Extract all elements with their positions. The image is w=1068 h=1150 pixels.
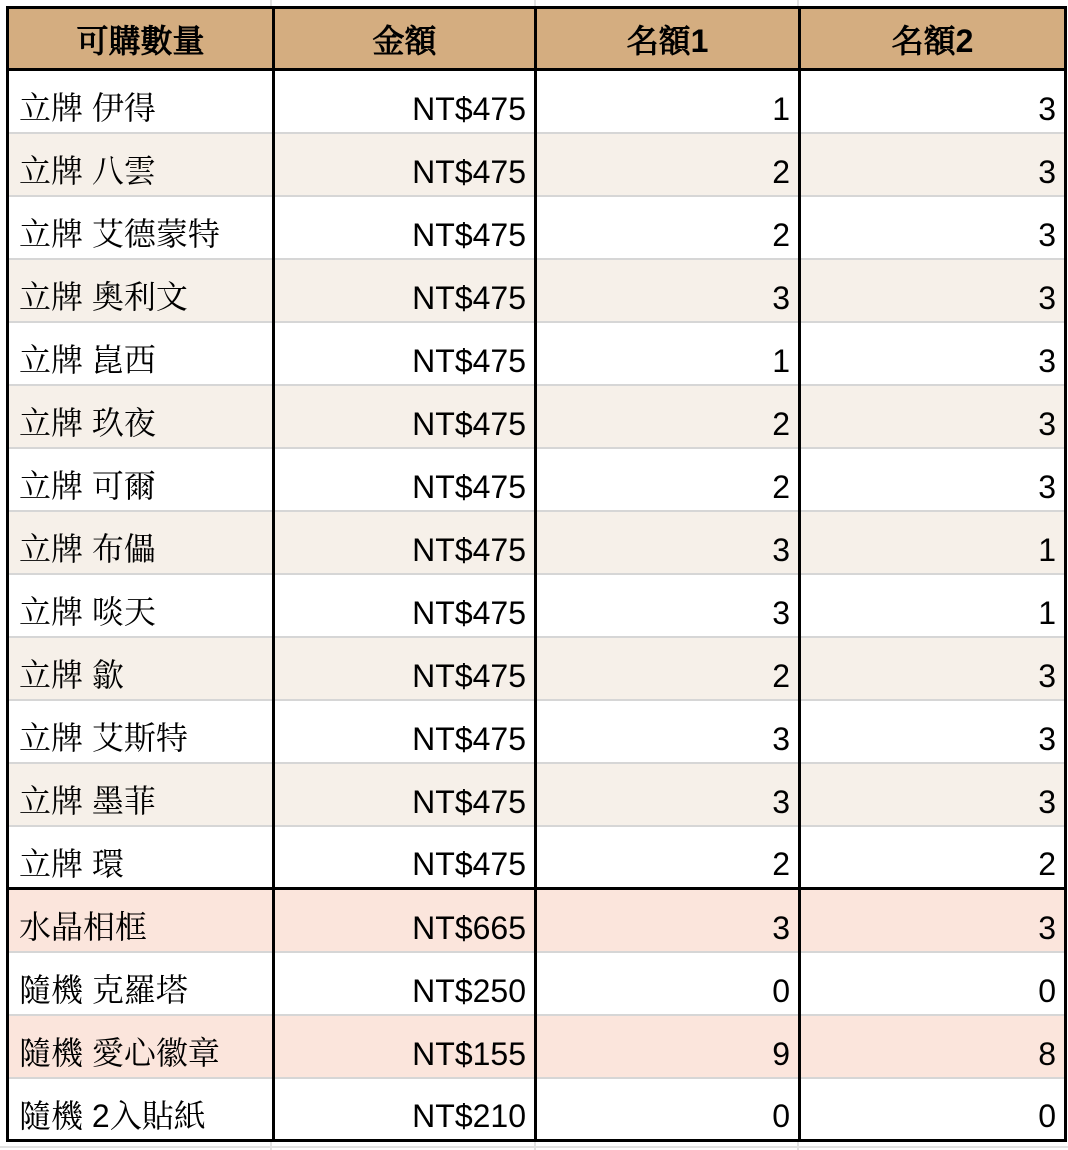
cell-item-name[interactable]: 立牌 啖天: [8, 574, 274, 637]
cell-slot2[interactable]: 2: [800, 826, 1066, 889]
cell-item-name[interactable]: 立牌 歙: [8, 637, 274, 700]
cell-slot1[interactable]: 3: [536, 511, 800, 574]
table-row: [8, 637, 1066, 700]
cell-slot2[interactable]: 0: [800, 952, 1066, 1015]
cell-item-name[interactable]: 隨機 愛心徽章: [8, 1015, 274, 1078]
price-table: [6, 6, 1067, 1142]
cell-amount[interactable]: NT$475: [274, 448, 536, 511]
column-header-slot2[interactable]: 名額2: [800, 8, 1066, 70]
cell-slot2[interactable]: 0: [800, 1078, 1066, 1141]
cell-item-name[interactable]: 立牌 伊得: [8, 70, 274, 133]
cell-slot1[interactable]: 3: [536, 574, 800, 637]
cell-amount[interactable]: NT$475: [274, 700, 536, 763]
cell-slot1[interactable]: 1: [536, 322, 800, 385]
cell-item-name[interactable]: 立牌 布儡: [8, 511, 274, 574]
table-body: [8, 70, 1066, 1141]
cell-amount[interactable]: NT$210: [274, 1078, 536, 1141]
cell-item-name[interactable]: 立牌 艾斯特: [8, 700, 274, 763]
table-row: [8, 1015, 1066, 1078]
background-gridline: [0, 1146, 1068, 1148]
cell-item-name[interactable]: 立牌 環: [8, 826, 274, 889]
table-row: [8, 196, 1066, 259]
cell-amount[interactable]: NT$475: [274, 637, 536, 700]
cell-slot2[interactable]: 1: [800, 574, 1066, 637]
cell-slot1[interactable]: 0: [536, 1078, 800, 1141]
table-row: [8, 133, 1066, 196]
cell-item-name[interactable]: 立牌 艾德蒙特: [8, 196, 274, 259]
cell-slot1[interactable]: 3: [536, 763, 800, 826]
cell-slot1[interactable]: 3: [536, 700, 800, 763]
cell-amount[interactable]: NT$475: [274, 259, 536, 322]
table-header: [8, 8, 1066, 70]
cell-item-name[interactable]: 立牌 崑西: [8, 322, 274, 385]
cell-amount[interactable]: NT$475: [274, 196, 536, 259]
cell-slot2[interactable]: 8: [800, 1015, 1066, 1078]
cell-slot1[interactable]: 2: [536, 196, 800, 259]
cell-amount[interactable]: NT$475: [274, 385, 536, 448]
cell-slot2[interactable]: 3: [800, 196, 1066, 259]
table-row: [8, 574, 1066, 637]
cell-slot1[interactable]: 2: [536, 133, 800, 196]
cell-slot2[interactable]: 3: [800, 385, 1066, 448]
table-row: [8, 385, 1066, 448]
cell-item-name[interactable]: 立牌 奧利文: [8, 259, 274, 322]
table-row: [8, 448, 1066, 511]
cell-slot2[interactable]: 3: [800, 763, 1066, 826]
cell-amount[interactable]: NT$475: [274, 511, 536, 574]
cell-slot1[interactable]: 3: [536, 259, 800, 322]
table-row: [8, 952, 1066, 1015]
cell-item-name[interactable]: 隨機 克羅塔: [8, 952, 274, 1015]
header-row: [8, 8, 1066, 70]
cell-slot1[interactable]: 2: [536, 448, 800, 511]
cell-slot2[interactable]: 3: [800, 322, 1066, 385]
cell-slot1[interactable]: 9: [536, 1015, 800, 1078]
table-row: [8, 70, 1066, 133]
table-row: [8, 763, 1066, 826]
column-header-slot1[interactable]: 名額1: [536, 8, 800, 70]
cell-slot1[interactable]: 3: [536, 889, 800, 952]
cell-slot2[interactable]: 3: [800, 448, 1066, 511]
cell-slot1[interactable]: 0: [536, 952, 800, 1015]
table-row: [8, 1078, 1066, 1141]
cell-slot2[interactable]: 3: [800, 700, 1066, 763]
cell-slot2[interactable]: 3: [800, 259, 1066, 322]
cell-amount[interactable]: NT$475: [274, 322, 536, 385]
cell-amount[interactable]: NT$250: [274, 952, 536, 1015]
cell-slot2[interactable]: 3: [800, 70, 1066, 133]
column-header-quantity[interactable]: 可購數量: [8, 8, 274, 70]
cell-amount[interactable]: NT$475: [274, 763, 536, 826]
cell-item-name[interactable]: 立牌 玖夜: [8, 385, 274, 448]
table-row: [8, 322, 1066, 385]
column-header-amount[interactable]: 金額: [274, 8, 536, 70]
table-row: [8, 889, 1066, 952]
cell-item-name[interactable]: 立牌 八雲: [8, 133, 274, 196]
cell-slot2[interactable]: 3: [800, 133, 1066, 196]
cell-slot2[interactable]: 1: [800, 511, 1066, 574]
cell-amount[interactable]: NT$475: [274, 826, 536, 889]
table-row: [8, 826, 1066, 889]
cell-amount[interactable]: NT$475: [274, 133, 536, 196]
table-row: [8, 511, 1066, 574]
cell-amount[interactable]: NT$155: [274, 1015, 536, 1078]
table-row: [8, 259, 1066, 322]
cell-slot1[interactable]: 2: [536, 385, 800, 448]
cell-slot2[interactable]: 3: [800, 889, 1066, 952]
cell-amount[interactable]: NT$665: [274, 889, 536, 952]
cell-amount[interactable]: NT$475: [274, 70, 536, 133]
cell-amount[interactable]: NT$475: [274, 574, 536, 637]
cell-slot1[interactable]: 2: [536, 637, 800, 700]
cell-slot2[interactable]: 3: [800, 637, 1066, 700]
cell-item-name[interactable]: 立牌 墨菲: [8, 763, 274, 826]
cell-item-name[interactable]: 隨機 2入貼紙: [8, 1078, 274, 1141]
cell-item-name[interactable]: 立牌 可爾: [8, 448, 274, 511]
cell-slot1[interactable]: 2: [536, 826, 800, 889]
cell-item-name[interactable]: 水晶相框: [8, 889, 274, 952]
cell-slot1[interactable]: 1: [536, 70, 800, 133]
table-row: [8, 700, 1066, 763]
